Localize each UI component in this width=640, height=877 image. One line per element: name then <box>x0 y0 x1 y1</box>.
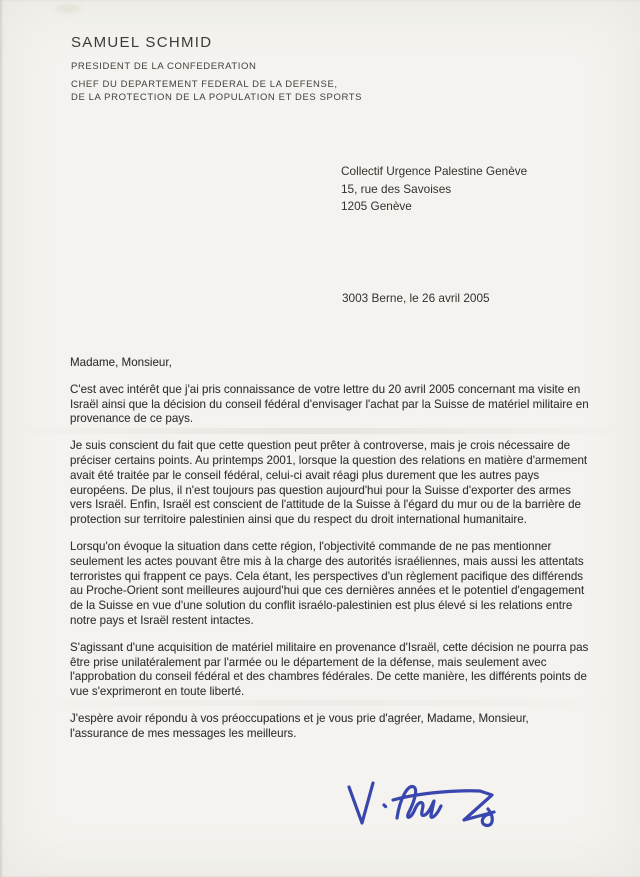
dateline: 3003 Berne, le 26 avril 2005 <box>342 291 490 305</box>
salutation: Madame, Monsieur, <box>70 356 172 369</box>
sender-role: PRESIDENT DE LA CONFEDERATION <box>71 61 257 72</box>
paragraph-5: J'espère avoir répondu à vos préoccupations et je vous prie d'agréer, Madame, Monsieur, l'assurance de mes messages les meilleurs. <box>70 711 529 740</box>
recipient-organization: Collectif Urgence Palestine Genève <box>341 164 528 178</box>
recipient-city: 1205 Genève <box>341 199 412 213</box>
paragraph-4: S'agissant d'une acquisition de matériel militaire en provenance d'Israël, cette décision ne pourra pas être prise unilatéralement par l'armée ou le département de la défense, mais seulement avec l'approbation du conseil fédéral et des chambres fédérales. De cette manière, les différents points de vue s'exprimeront en toute liberté. <box>70 640 589 699</box>
letterhead <box>71 34 362 104</box>
handwritten-signature <box>340 778 525 858</box>
sender-department-line1: CHEF DU DEPARTEMENT FEDERAL DE LA DEFENSE, <box>71 79 338 90</box>
scan-smudge <box>55 4 81 13</box>
sender-department-line2: DE LA PROTECTION DE LA POPULATION ET DES SPORTS <box>71 91 363 103</box>
paragraph-1: C'est avec intérêt que j'ai pris connaissance de votre lettre du 20 avril 2005 concernant ma visite en Israël ainsi que la décision du conseil fédéral d'envisager l'achat par la Suisse de matériel militaire en provenance de ce pays. <box>70 382 589 426</box>
paragraph-3: Lorsqu'on évoque la situation dans cette région, l'objectivité commande de ne pas mentionner seulement les actes pouvant être mis à la charge des autorités israéliennes, mais aussi les attentats terroristes qui frappent ce pays. Cela étant, les perspectives d'un règlement pacifique des différends au Proche-Orient sont meilleures aujourd'hui que ces dernières années et le potentiel d'engagement de la Suisse en vue d'une solution du conflit israélo-palestinien est plus élevé si les relations entre notre pays et Israël restent intactes. <box>70 539 585 627</box>
sender-name: SAMUEL SCHMID <box>71 34 213 51</box>
recipient-street: 15, rue des Savoises <box>341 181 452 196</box>
handwritten-signature-icon <box>340 778 525 858</box>
paragraph-2: Je suis conscient du fait que cette question peut prêter à controverse, mais je crois nécessaire de préciser certains points. Au printemps 2001, lorsque la question des relations en matière d'armement avait été traitée par le conseil fédéral, celui-ci avait réagi plus durement que les autres pays européens. De plus, il n'est toujours pas question aujourd'hui pour la Suisse d'exporter des armes vers Israël. Enfin, Israël est conscient de l'attitude de la Suisse à l'égard du mur ou de la barrière de protection sur territoire palestinien ainsi que du respect du droit international humanitaire. <box>70 439 588 527</box>
letter-body <box>70 356 590 754</box>
recipient-address-block <box>341 163 527 216</box>
